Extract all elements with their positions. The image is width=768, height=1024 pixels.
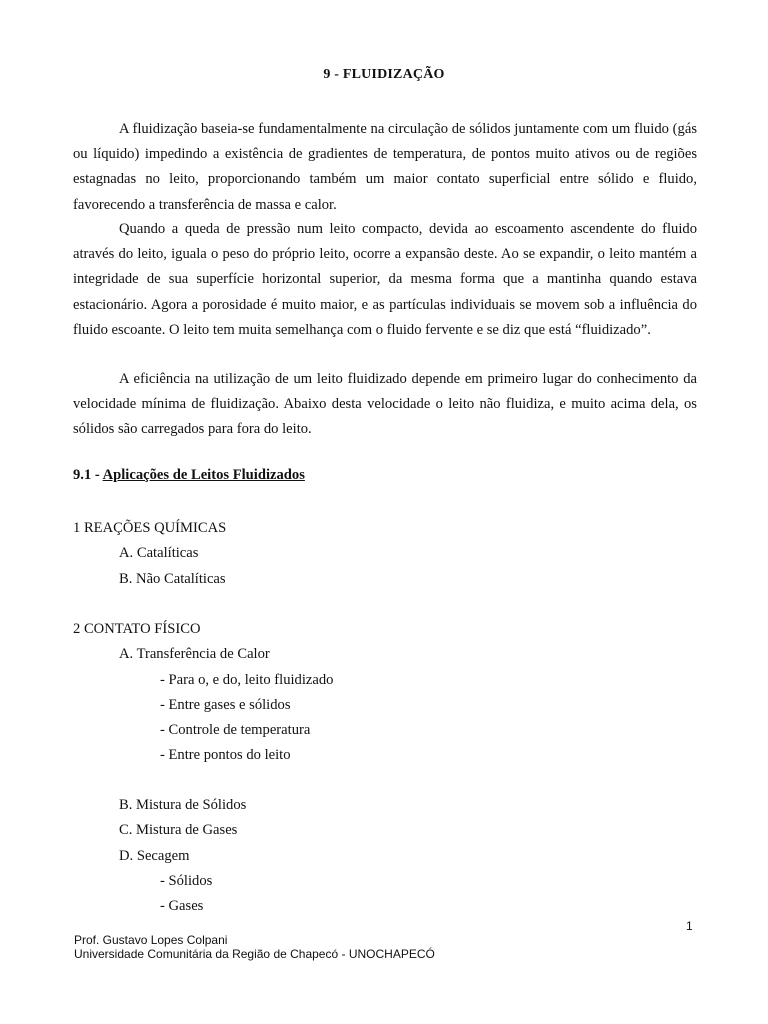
page-number: 1 (686, 919, 693, 933)
footer (74, 934, 435, 961)
outline-item-transferencia-calor: A. Transferência de Calor (119, 646, 270, 662)
section-number: 9.1 - (73, 467, 103, 483)
outline-subitem-gases: - Gases (160, 898, 204, 914)
outline-item-nao-cataliticas: B. Não Catalíticas (119, 571, 226, 587)
page-title: 9 - FLUIDIZAÇÃO (323, 67, 445, 82)
outline-item-reacoes-quimicas: 1 REAÇÕES QUÍMICAS (73, 520, 227, 536)
footer-institution: Universidade Comunitária da Região de Chapecó - UNOCHAPECÓ (74, 946, 435, 961)
footer-author: Prof. Gustavo Lopes Colpani (74, 933, 228, 947)
outline-subitem-leito: - Para o, e do, leito fluidizado (160, 672, 334, 688)
outline-subitem-solidos: - Sólidos (160, 873, 213, 889)
outline-item-mistura-solidos: B. Mistura de Sólidos (119, 797, 247, 813)
outline-item-cataliticas: A. Catalíticas (119, 545, 199, 561)
paragraph-1: A fluidização baseia-se fundamentalmente na circulação de sólidos juntamente com um fluido (gás ou líquido) impedindo a existência de gradientes de temperatura, de pontos muito ativos ou de regiões estagnadas no leito, proporcionando também um maior contato superficial entre sólido e fluido, favorecendo a transferência de massa e calor. (73, 121, 697, 213)
outline-subitem-controle-temperatura: - Controle de temperatura (160, 722, 311, 738)
outline-item-mistura-gases: C. Mistura de Gases (119, 822, 238, 838)
paragraph-2: Quando a queda de pressão num leito compacto, devida ao escoamento ascendente do fluido através do leito, iguala o peso do próprio leito, ocorre a expansão deste. Ao se expandir, o leito mantém a integridade de sua superfície horizontal superior, da mesma forma que a mantinha quando estava estacionário. Agora a porosidade é muito maior, e as partículas individuais se movem sob a influência do fluido escoante. O leito tem muita semelhança com o fluido fervente e se diz que está “fluidizado”. (73, 221, 697, 338)
outline-subitem-pontos-leito: - Entre pontos do leito (160, 747, 291, 763)
outline-subitem-gases-solidos: - Entre gases e sólidos (160, 697, 291, 713)
outline-item-secagem: D. Secagem (119, 848, 190, 864)
section-heading (73, 467, 305, 484)
outline-item-contato-fisico: 2 CONTATO FÍSICO (73, 621, 201, 637)
paragraph-3: A eficiência na utilização de um leito fluidizado depende em primeiro lugar do conhecimento da velocidade mínima de fluidização. Abaixo desta velocidade o leito não fluidiza, e muito acima dela, os sólidos são carregados para fora do leito. (73, 371, 697, 438)
section-title: Aplicações de Leitos Fluidizados (102, 467, 305, 483)
